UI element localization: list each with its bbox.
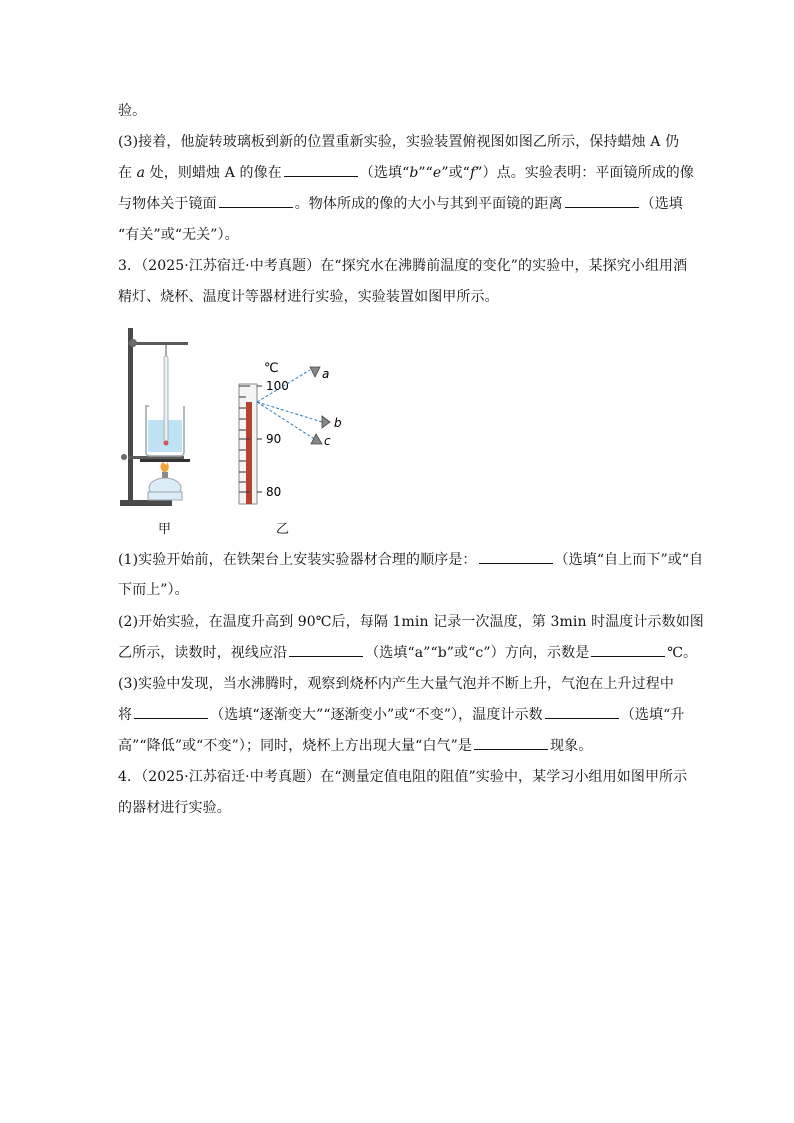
figure-caption: 乙 (276, 522, 290, 537)
text: 现象。 (550, 738, 593, 754)
answer-blank (565, 195, 639, 208)
text: （选填“ (359, 165, 410, 181)
text: 乙所示，读数时，视线应沿 (118, 645, 288, 661)
text: （选填“升 (620, 707, 685, 723)
text: (2)开始实验，在温度升高到 90℃后，每隔 1min 记录一次温度，第 3min 时温度计示数如图 (118, 614, 704, 630)
apparatus-illustration (118, 322, 348, 534)
text: 的器材进行实验。 (118, 800, 231, 816)
text: （选填“a”“b”或“c”）方向，示数是 (365, 645, 590, 661)
text: （选填“逐渐变大”“逐渐变小”或“不变”），温度计示数 (210, 707, 543, 723)
text-line (118, 675, 674, 693)
figure-caption: 甲 (158, 522, 172, 537)
text: ”或“ (441, 165, 470, 181)
text: 将 (118, 707, 133, 723)
answer-blank (479, 551, 553, 564)
text-line (118, 644, 697, 662)
text: 3．（2025·江苏宿迁·中考真题）在“探究水在沸腾前温度的变化”的实验中，某探究小组用酒 (118, 258, 688, 274)
text-line (118, 551, 703, 569)
text: （选填“自上而下”或“自 (554, 552, 704, 568)
text-line (118, 737, 592, 755)
text-line (118, 799, 231, 817)
text: 高”“降低”或“不变”）；同时，烧杯上方出现大量“白气”是 (118, 738, 472, 754)
text-line (118, 195, 683, 213)
answer-blank (591, 644, 665, 657)
text: 在 (118, 165, 137, 181)
text-line (118, 706, 684, 724)
answer-blank (289, 644, 363, 657)
experiment-figure (118, 322, 348, 537)
text-line (118, 226, 239, 244)
text: 。物体所成的像的大小与其到平面镜的距离 (294, 196, 563, 212)
wire-gauze (140, 459, 190, 462)
iron-stand (120, 328, 188, 506)
text: 精灯、烧杯、温度计等器材进行实验，实验装置如图甲所示。 (118, 289, 499, 305)
text: 4．（2025·江苏宿迁·中考真题）在“测量定值电阻的阻值”实验中，某学习小组用如图甲所示 (118, 769, 688, 785)
text: 验。 (118, 103, 147, 119)
question-header (118, 257, 687, 275)
text-line (118, 288, 499, 306)
alcohol-lamp (148, 462, 182, 500)
text: (3)实验中发现，当水沸腾时，观察到烧杯内产生大量气泡并不断上升，气泡在上升过程中 (118, 676, 674, 692)
answer-blank (284, 164, 358, 177)
text: (1)实验开始前，在铁架台上安装实验器材合理的顺序是： (118, 552, 477, 568)
text-line (118, 133, 679, 151)
text: ℃。 (667, 645, 698, 661)
text: 处，则蜡烛 A 的像在 (145, 165, 282, 181)
text: e (432, 165, 442, 181)
text: (3)接着，他旋转玻璃板到新的位置重新实验，实验装置俯视图如图乙所示，保持蜡烛 A 仍 (118, 134, 680, 150)
answer-blank (474, 737, 548, 750)
unit-label: ℃ (264, 361, 279, 376)
answer-blank (219, 195, 293, 208)
question-header (118, 768, 687, 786)
thermometer-in-beaker (164, 345, 169, 446)
text: （选填 (640, 196, 683, 212)
tick-label: 90 (266, 432, 282, 446)
text: 与物体关于镜面 (118, 196, 217, 212)
text-line (118, 102, 146, 120)
tick-label: 80 (266, 485, 282, 499)
text: b (409, 165, 419, 181)
text: ”“ (418, 165, 433, 181)
text-line (118, 581, 189, 599)
text: f (469, 165, 476, 181)
eye-label: b (334, 416, 342, 430)
text-line (118, 164, 694, 182)
answer-blank (134, 706, 208, 719)
text: a (136, 165, 146, 181)
answer-blank (545, 706, 619, 719)
eye-label: a (322, 367, 330, 381)
tick-label: 100 (266, 379, 289, 393)
text: 下而上”）。 (118, 582, 189, 598)
text-line (118, 613, 704, 631)
text: “有关”或“无关”）。 (118, 227, 239, 243)
eye-label: c (324, 434, 331, 448)
text: ”）点。实验表明：平面镜所成的像 (475, 165, 694, 181)
